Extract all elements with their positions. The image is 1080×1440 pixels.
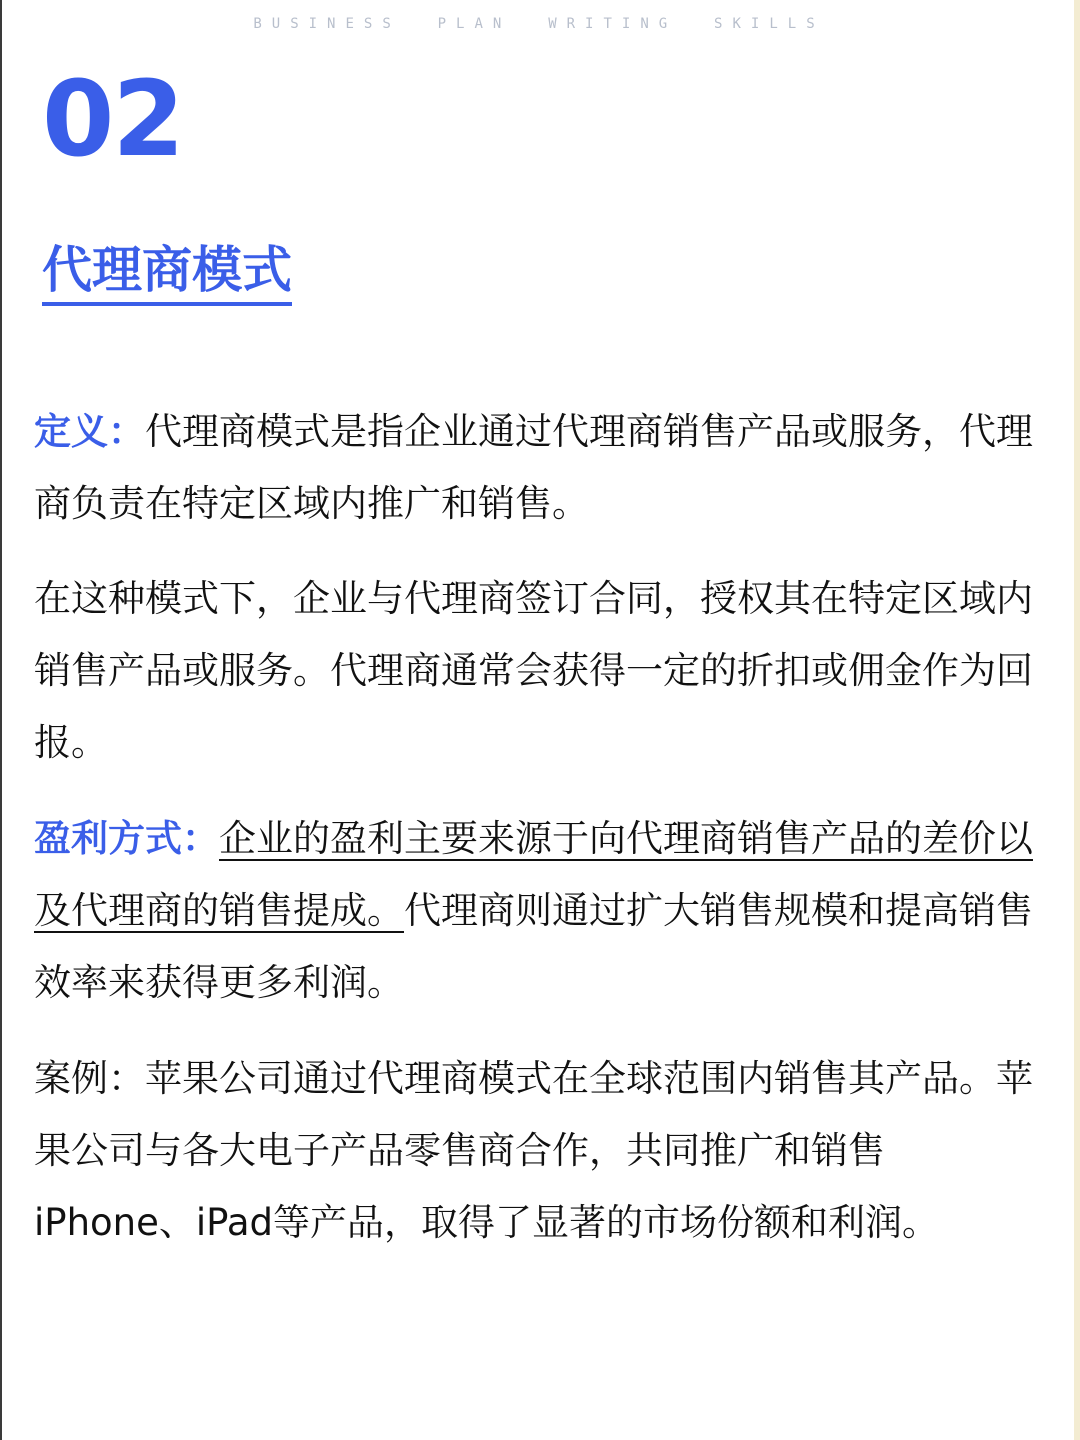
- section-number: 02: [42, 58, 183, 180]
- profit-text: 代理商则通过扩大销售规模和提高销售效率来获得更多利润。: [34, 889, 1033, 1004]
- section-title: 代理商模式: [42, 240, 292, 306]
- case-paragraph: [34, 1043, 1034, 1259]
- definition-label: 定义：: [34, 410, 145, 453]
- profit-label: 盈利方式：: [34, 817, 219, 860]
- header-tagline: BUSINESS PLAN WRITING SKILLS: [253, 16, 825, 32]
- description-text: 在这种模式下，企业与代理商签订合同，授权其在特定区域内销售产品或服务。代理商通常会获得一定的折扣或佣金作为回报。: [34, 577, 1033, 764]
- case-text: 苹果公司通过代理商模式在全球范围内销售其产品。苹果公司与各大电子产品零售商合作，共同推广和销售iPhone、iPad等产品，取得了显著的市场份额和利润。: [34, 1057, 1033, 1244]
- description-paragraph: [34, 563, 1034, 779]
- profit-paragraph: [34, 803, 1034, 1019]
- case-label: 案例：: [34, 1057, 145, 1100]
- profit-underlined-text: 企业的盈利主要来源于向代理商销售产品的差价以及代理商的销售提成。: [34, 817, 1033, 932]
- definition-text: 代理商模式是指企业通过代理商销售产品或服务，代理商负责在特定区域内推广和销售。: [34, 410, 1033, 525]
- definition-paragraph: [34, 396, 1034, 540]
